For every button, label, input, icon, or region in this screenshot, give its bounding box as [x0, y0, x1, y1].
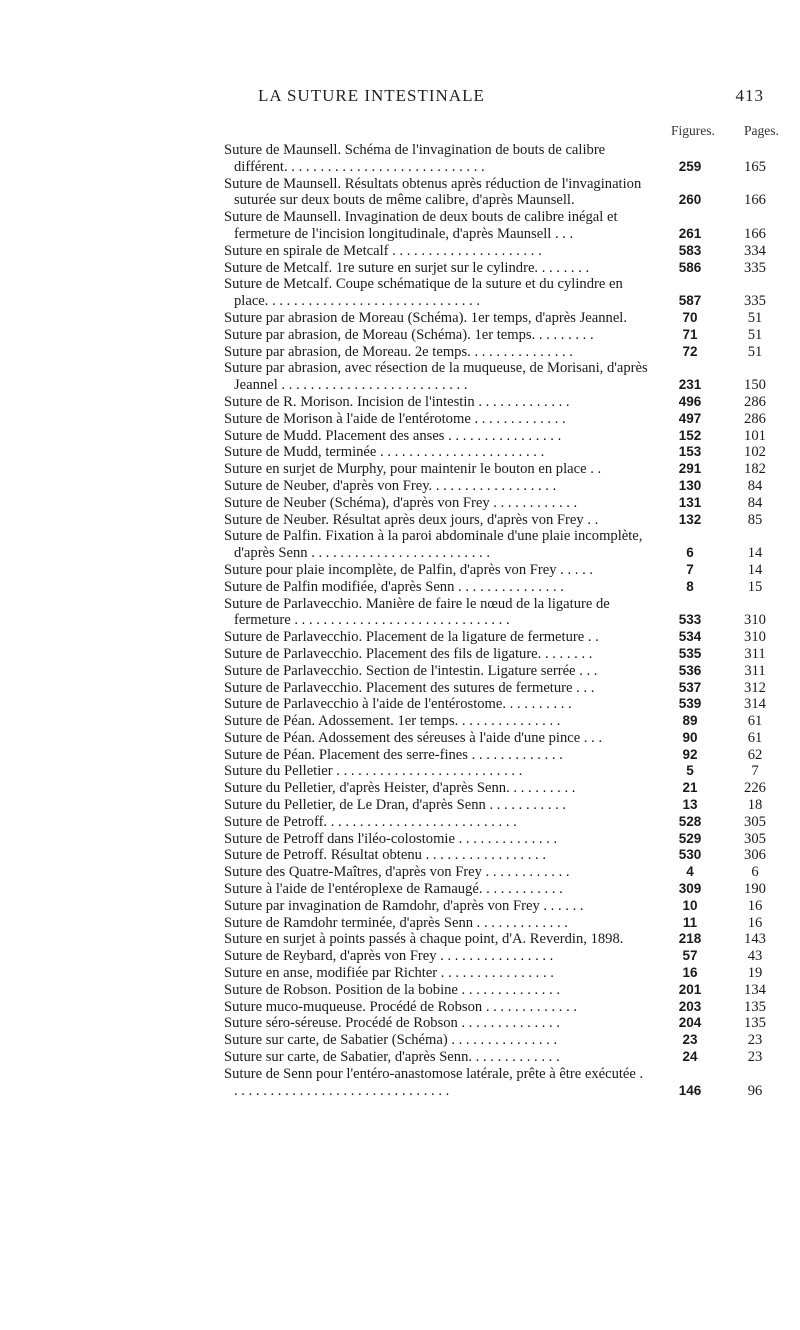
- index-entry: [0, 243, 800, 260]
- index-entry: [0, 596, 800, 630]
- entry-figure-number: 291: [678, 461, 702, 477]
- index-entry: [0, 948, 800, 965]
- index-entry: [0, 411, 800, 428]
- entry-figure-number: 72: [682, 343, 698, 359]
- entry-page-number: 311: [744, 662, 766, 679]
- index-entry: [0, 847, 800, 864]
- entry-text: Suture pour plaie incomplète, de Palfin, d'après von Frey . . . . .: [224, 561, 594, 578]
- entry-figure-number: 153: [678, 444, 702, 460]
- entry-text: Suture de Parlavecchio à l'aide de l'entérostome. . . . . . . . . .: [224, 696, 572, 713]
- entry-figure-number: 70: [682, 309, 698, 325]
- entry-figure-number: 21: [682, 780, 698, 796]
- entry-text: Suture de Petroff. Résultat obtenu . . . . . . . . . . . . . . . . .: [224, 847, 546, 864]
- entry-page-number: 16: [747, 914, 763, 931]
- entry-text: Suture en surjet à points passés à chaque point, d'A. Reverdin, 1898.: [224, 931, 624, 948]
- entry-page-number: 134: [744, 981, 766, 998]
- entry-text: Suture du Pelletier, d'après Heister, d'après Senn. . . . . . . . . .: [224, 780, 576, 797]
- index-entry: [0, 1049, 800, 1066]
- entry-figure-number: 92: [682, 746, 698, 762]
- index-entry: [0, 428, 800, 445]
- index-entry: [0, 898, 800, 915]
- entry-page-number: 62: [747, 746, 763, 763]
- entry-text: Suture de Metcalf. Coupe schématique de la suture et du cylindre en place. . . . . . . . . . . . . . . . . . . . . . . . . . . . . .: [224, 276, 623, 310]
- index-entry: [0, 915, 800, 932]
- index-entry: [0, 831, 800, 848]
- entry-figure-number: 309: [678, 881, 702, 897]
- entry-text: Suture de Petroff. . . . . . . . . . . . . . . . . . . . . . . . . . .: [224, 813, 517, 830]
- entry-page-number: 143: [744, 931, 766, 948]
- entry-page-number: 165: [744, 158, 766, 175]
- index-entry: [0, 1032, 800, 1049]
- entry-page-number: 84: [747, 494, 763, 511]
- entry-figure-number: 535: [678, 645, 702, 661]
- entry-text: Suture de Parlavecchio. Placement de la ligature de fermeture . .: [224, 629, 599, 646]
- entry-figure-number: 131: [678, 494, 702, 510]
- entry-page-number: 61: [747, 713, 763, 730]
- entry-text: Suture de Senn pour l'entéro-anastomose latérale, prête à être exécutée . . . . . . . . . . . . . . . . . . . . . . . . . . . . . . .: [224, 1065, 644, 1099]
- index-entry: [0, 780, 800, 797]
- entry-text: Suture par abrasion de Moreau (Schéma). 1er temps, d'après Jeannel.: [224, 309, 628, 326]
- entry-text: Suture à l'aide de l'entéroplexe de Ramaugé. . . . . . . . . . . .: [224, 881, 563, 898]
- entry-page-number: 101: [744, 427, 766, 444]
- entry-text: Suture par abrasion, de Moreau (Schéma). 1er temps. . . . . . . . .: [224, 326, 594, 343]
- entry-text: Suture de Mudd. Placement des anses . . . . . . . . . . . . . . . .: [224, 427, 562, 444]
- entry-text: Suture de Parlavecchio. Placement des fils de ligature. . . . . . . .: [224, 645, 593, 662]
- entry-page-number: 314: [744, 696, 766, 713]
- entry-text: Suture sur carte, de Sabatier, d'après Senn. . . . . . . . . . . . .: [224, 1049, 560, 1066]
- entry-text: Suture de Maunsell. Schéma de l'invagination de bouts de calibre différent. . . . . . . . . . . . . . . . . . . . . . . . . . . .: [224, 142, 606, 175]
- entry-figure-number: 152: [678, 427, 702, 443]
- entry-figure-number: 71: [682, 326, 698, 342]
- index-entry: [0, 730, 800, 747]
- entry-page-number: 286: [744, 410, 766, 427]
- entry-page-number: 135: [744, 998, 766, 1015]
- entry-figure-number: 13: [682, 797, 698, 813]
- entry-figure-number: 496: [678, 393, 702, 409]
- entry-page-number: 85: [747, 511, 763, 528]
- entry-page-number: 182: [744, 461, 766, 478]
- entry-page-number: 166: [744, 192, 766, 209]
- index-entry: [0, 310, 800, 327]
- entry-page-number: 286: [744, 393, 766, 410]
- index-entry: [0, 629, 800, 646]
- index-entry: [0, 495, 800, 512]
- entry-text: Suture de Ramdohr terminée, d'après Senn . . . . . . . . . . . . .: [224, 914, 568, 931]
- entry-page-number: 6: [751, 864, 759, 881]
- entry-text: Suture par invagination de Ramdohr, d'après von Frey . . . . . .: [224, 897, 584, 914]
- index-entry: [0, 360, 800, 394]
- entry-page-number: 51: [747, 326, 763, 343]
- entry-text: Suture en spirale de Metcalf . . . . . . . . . . . . . . . . . . . . .: [224, 242, 542, 259]
- entry-text: Suture en surjet de Murphy, pour maintenir le bouton en place . .: [224, 461, 602, 478]
- entry-text: Suture de Robson. Position de la bobine . . . . . . . . . . . . . .: [224, 981, 561, 998]
- entry-figure-number: 536: [678, 662, 702, 678]
- entry-figure-number: 10: [682, 897, 698, 913]
- entry-page-number: 306: [744, 847, 766, 864]
- entry-text: Suture des Quatre-Maîtres, d'après von Frey . . . . . . . . . . . .: [224, 864, 570, 881]
- entry-page-number: 18: [747, 797, 763, 814]
- index-entry: [0, 864, 800, 881]
- entry-figure-number: 587: [678, 293, 702, 309]
- entry-page-number: 61: [747, 729, 763, 746]
- entry-page-number: 96: [747, 1082, 763, 1099]
- entry-page-number: 311: [744, 645, 766, 662]
- entry-text: Suture de Péan. Adossement des séreuses à l'aide d'une pince . . .: [224, 729, 603, 746]
- entry-text: Suture de Mudd, terminée . . . . . . . . . . . . . . . . . . . . . . .: [224, 444, 545, 461]
- entry-text: Suture de Parlavecchio. Section de l'intestin. Ligature serrée . . .: [224, 662, 598, 679]
- entry-figure-number: 529: [678, 830, 702, 846]
- entry-text: Suture en anse, modifiée par Richter . . . . . . . . . . . . . . . .: [224, 965, 554, 982]
- index-entry: [0, 142, 800, 176]
- entry-text: Suture de R. Morison. Incision de l'intestin . . . . . . . . . . . . .: [224, 393, 570, 410]
- entry-figure-number: 537: [678, 679, 702, 695]
- entry-page-number: 23: [747, 1032, 763, 1049]
- entry-page-number: 305: [744, 813, 766, 830]
- index-entry: [0, 696, 800, 713]
- entry-figure-number: 231: [678, 377, 702, 393]
- pages-column-header: Pages.: [744, 123, 779, 138]
- entry-page-number: 43: [747, 948, 763, 965]
- index-entry: [0, 176, 800, 210]
- entry-page-number: 135: [744, 1015, 766, 1032]
- index-entry: [0, 512, 800, 529]
- index-entry: [0, 276, 800, 310]
- index-entry: [0, 260, 800, 277]
- entry-text: Suture de Maunsell. Résultats obtenus après réduction de l'invagination suturée sur deux bouts de même calibre, d'après Maunsell.: [224, 175, 642, 209]
- entry-page-number: 226: [744, 780, 766, 797]
- entry-text: Suture du Pelletier . . . . . . . . . . . . . . . . . . . . . . . . . .: [224, 763, 523, 780]
- entry-text: Suture sur carte, de Sabatier (Schéma) . . . . . . . . . . . . . . .: [224, 1032, 558, 1049]
- entry-figure-number: 5: [686, 763, 694, 779]
- index-entry: [0, 680, 800, 697]
- entry-page-number: 150: [744, 377, 766, 394]
- entry-text: Suture muco-muqueuse. Procédé de Robson . . . . . . . . . . . . .: [224, 998, 578, 1015]
- entry-page-number: 51: [747, 309, 763, 326]
- entry-page-number: 14: [747, 561, 763, 578]
- entry-text: Suture de Neuber (Schéma), d'après von Frey . . . . . . . . . . . .: [224, 494, 578, 511]
- entry-figure-number: 261: [678, 225, 702, 241]
- index-entry: [0, 394, 800, 411]
- index-entry: [0, 965, 800, 982]
- entry-page-number: 7: [751, 763, 759, 780]
- index-entry: [0, 444, 800, 461]
- entry-text: Suture de Parlavecchio. Manière de faire le nœud de la ligature de fermeture . . . . . . . . . . . . . . . . . . . . . . . . . . . . . .: [224, 595, 610, 629]
- entry-text: Suture de Petroff dans l'iléo-colostomie . . . . . . . . . . . . . .: [224, 830, 558, 847]
- index-entry: [0, 646, 800, 663]
- entry-page-number: 16: [747, 897, 763, 914]
- entry-text: Suture de Péan. Placement des serre-fines . . . . . . . . . . . . .: [224, 746, 563, 763]
- index-entry: [0, 579, 800, 596]
- entry-page-number: 312: [744, 679, 766, 696]
- index-entry: [0, 982, 800, 999]
- entry-text: Suture de Péan. Adossement. 1er temps. . . . . . . . . . . . . . .: [224, 713, 561, 730]
- page-number: 413: [735, 86, 764, 105]
- entry-page-number: 335: [744, 293, 766, 310]
- entry-page-number: 15: [747, 578, 763, 595]
- entry-figure-number: 8: [686, 578, 694, 594]
- index-entry: [0, 797, 800, 814]
- index-entry: [0, 562, 800, 579]
- entry-figure-number: 4: [686, 864, 694, 880]
- entry-figure-number: 6: [686, 545, 694, 561]
- index-entry: [0, 344, 800, 361]
- entry-page-number: 23: [747, 1049, 763, 1066]
- entry-page-number: 310: [744, 612, 766, 629]
- entry-figure-number: 57: [682, 948, 698, 964]
- entry-page-number: 19: [747, 965, 763, 982]
- entry-page-number: 102: [744, 444, 766, 461]
- entry-figure-number: 203: [678, 998, 702, 1014]
- index-entry: [0, 461, 800, 478]
- entry-page-number: 334: [744, 242, 766, 259]
- index-entry: [0, 763, 800, 780]
- index-entry: [0, 209, 800, 243]
- entry-text: Suture par abrasion, de Moreau. 2e temps. . . . . . . . . . . . . . .: [224, 343, 573, 360]
- entry-figure-number: 260: [678, 192, 702, 208]
- index-entry: [0, 528, 800, 562]
- index-entries: [0, 142, 800, 1099]
- entry-figure-number: 11: [682, 914, 698, 930]
- entry-text: Suture du Pelletier, de Le Dran, d'après Senn . . . . . . . . . . .: [224, 797, 567, 814]
- entry-text: Suture de Palfin modifiée, d'après Senn . . . . . . . . . . . . . . .: [224, 578, 564, 595]
- entry-text: Suture de Metcalf. 1re suture en surjet sur le cylindre. . . . . . . .: [224, 259, 590, 276]
- entry-figure-number: 586: [678, 259, 702, 275]
- entry-figure-number: 528: [678, 813, 702, 829]
- entry-page-number: 166: [744, 225, 766, 242]
- entry-page-number: 190: [744, 881, 766, 898]
- index-entry: [0, 1066, 800, 1100]
- entry-page-number: 305: [744, 830, 766, 847]
- entry-text: Suture de Reybard, d'après von Frey . . . . . . . . . . . . . . . .: [224, 948, 554, 965]
- entry-text: Suture par abrasion, avec résection de la muqueuse, de Morisani, d'après Jeannel . . . . . . . . . . . . . . . . . . . . . . . . . .: [224, 360, 648, 394]
- entry-figure-number: 259: [678, 158, 702, 174]
- index-entry: [0, 478, 800, 495]
- page-title: LA SUTURE INTESTINALE: [258, 86, 485, 105]
- entry-page-number: 84: [747, 477, 763, 494]
- index-entry: [0, 713, 800, 730]
- entry-text: Suture de Neuber, d'après von Frey. . . . . . . . . . . . . . . . . .: [224, 477, 557, 494]
- index-entry: [0, 814, 800, 831]
- entry-text: Suture de Parlavecchio. Placement des sutures de fermeture . . .: [224, 679, 595, 696]
- entry-text: Suture séro-séreuse. Procédé de Robson . . . . . . . . . . . . . .: [224, 1015, 560, 1032]
- index-entry: [0, 327, 800, 344]
- entry-figure-number: 132: [678, 511, 702, 527]
- entry-figure-number: 218: [678, 931, 702, 947]
- entry-text: Suture de Neuber. Résultat après deux jours, d'après von Frey . .: [224, 511, 599, 528]
- index-entry: [0, 999, 800, 1016]
- entry-figure-number: 130: [678, 477, 702, 493]
- index-entry: [0, 1015, 800, 1032]
- entry-figure-number: 533: [678, 612, 702, 628]
- index-entry: [0, 663, 800, 680]
- entry-figure-number: 530: [678, 847, 702, 863]
- entry-figure-number: 201: [678, 981, 702, 997]
- index-entry: [0, 747, 800, 764]
- entry-figure-number: 583: [678, 242, 702, 258]
- entry-text: Suture de Palfin. Fixation à la paroi abdominale d'une plaie incomplète, d'après Senn . . . . . . . . . . . . . . . . . . . . . . . . .: [224, 528, 643, 562]
- entry-figure-number: 7: [686, 561, 694, 577]
- entry-page-number: 335: [744, 259, 766, 276]
- entry-text: Suture de Maunsell. Invagination de deux bouts de calibre inégal et fermeture de l'incision longitudinale, d'après Maunsell . . .: [224, 209, 618, 242]
- index-entry: [0, 881, 800, 898]
- entry-figure-number: 146: [678, 1082, 702, 1098]
- entry-text: Suture de Morison à l'aide de l'entérotome . . . . . . . . . . . . .: [224, 410, 566, 427]
- entry-figure-number: 539: [678, 696, 702, 712]
- figures-column-header: Figures.: [671, 123, 715, 138]
- index-entry: [0, 931, 800, 948]
- entry-figure-number: 24: [682, 1049, 698, 1065]
- entry-page-number: 310: [744, 629, 766, 646]
- entry-figure-number: 89: [682, 713, 698, 729]
- entry-page-number: 14: [747, 545, 763, 562]
- entry-figure-number: 16: [682, 965, 698, 981]
- entry-figure-number: 204: [678, 1015, 702, 1031]
- entry-figure-number: 497: [678, 410, 702, 426]
- entry-figure-number: 90: [682, 729, 698, 745]
- entry-page-number: 51: [747, 343, 763, 360]
- entry-figure-number: 534: [678, 629, 702, 645]
- entry-figure-number: 23: [682, 1032, 698, 1048]
